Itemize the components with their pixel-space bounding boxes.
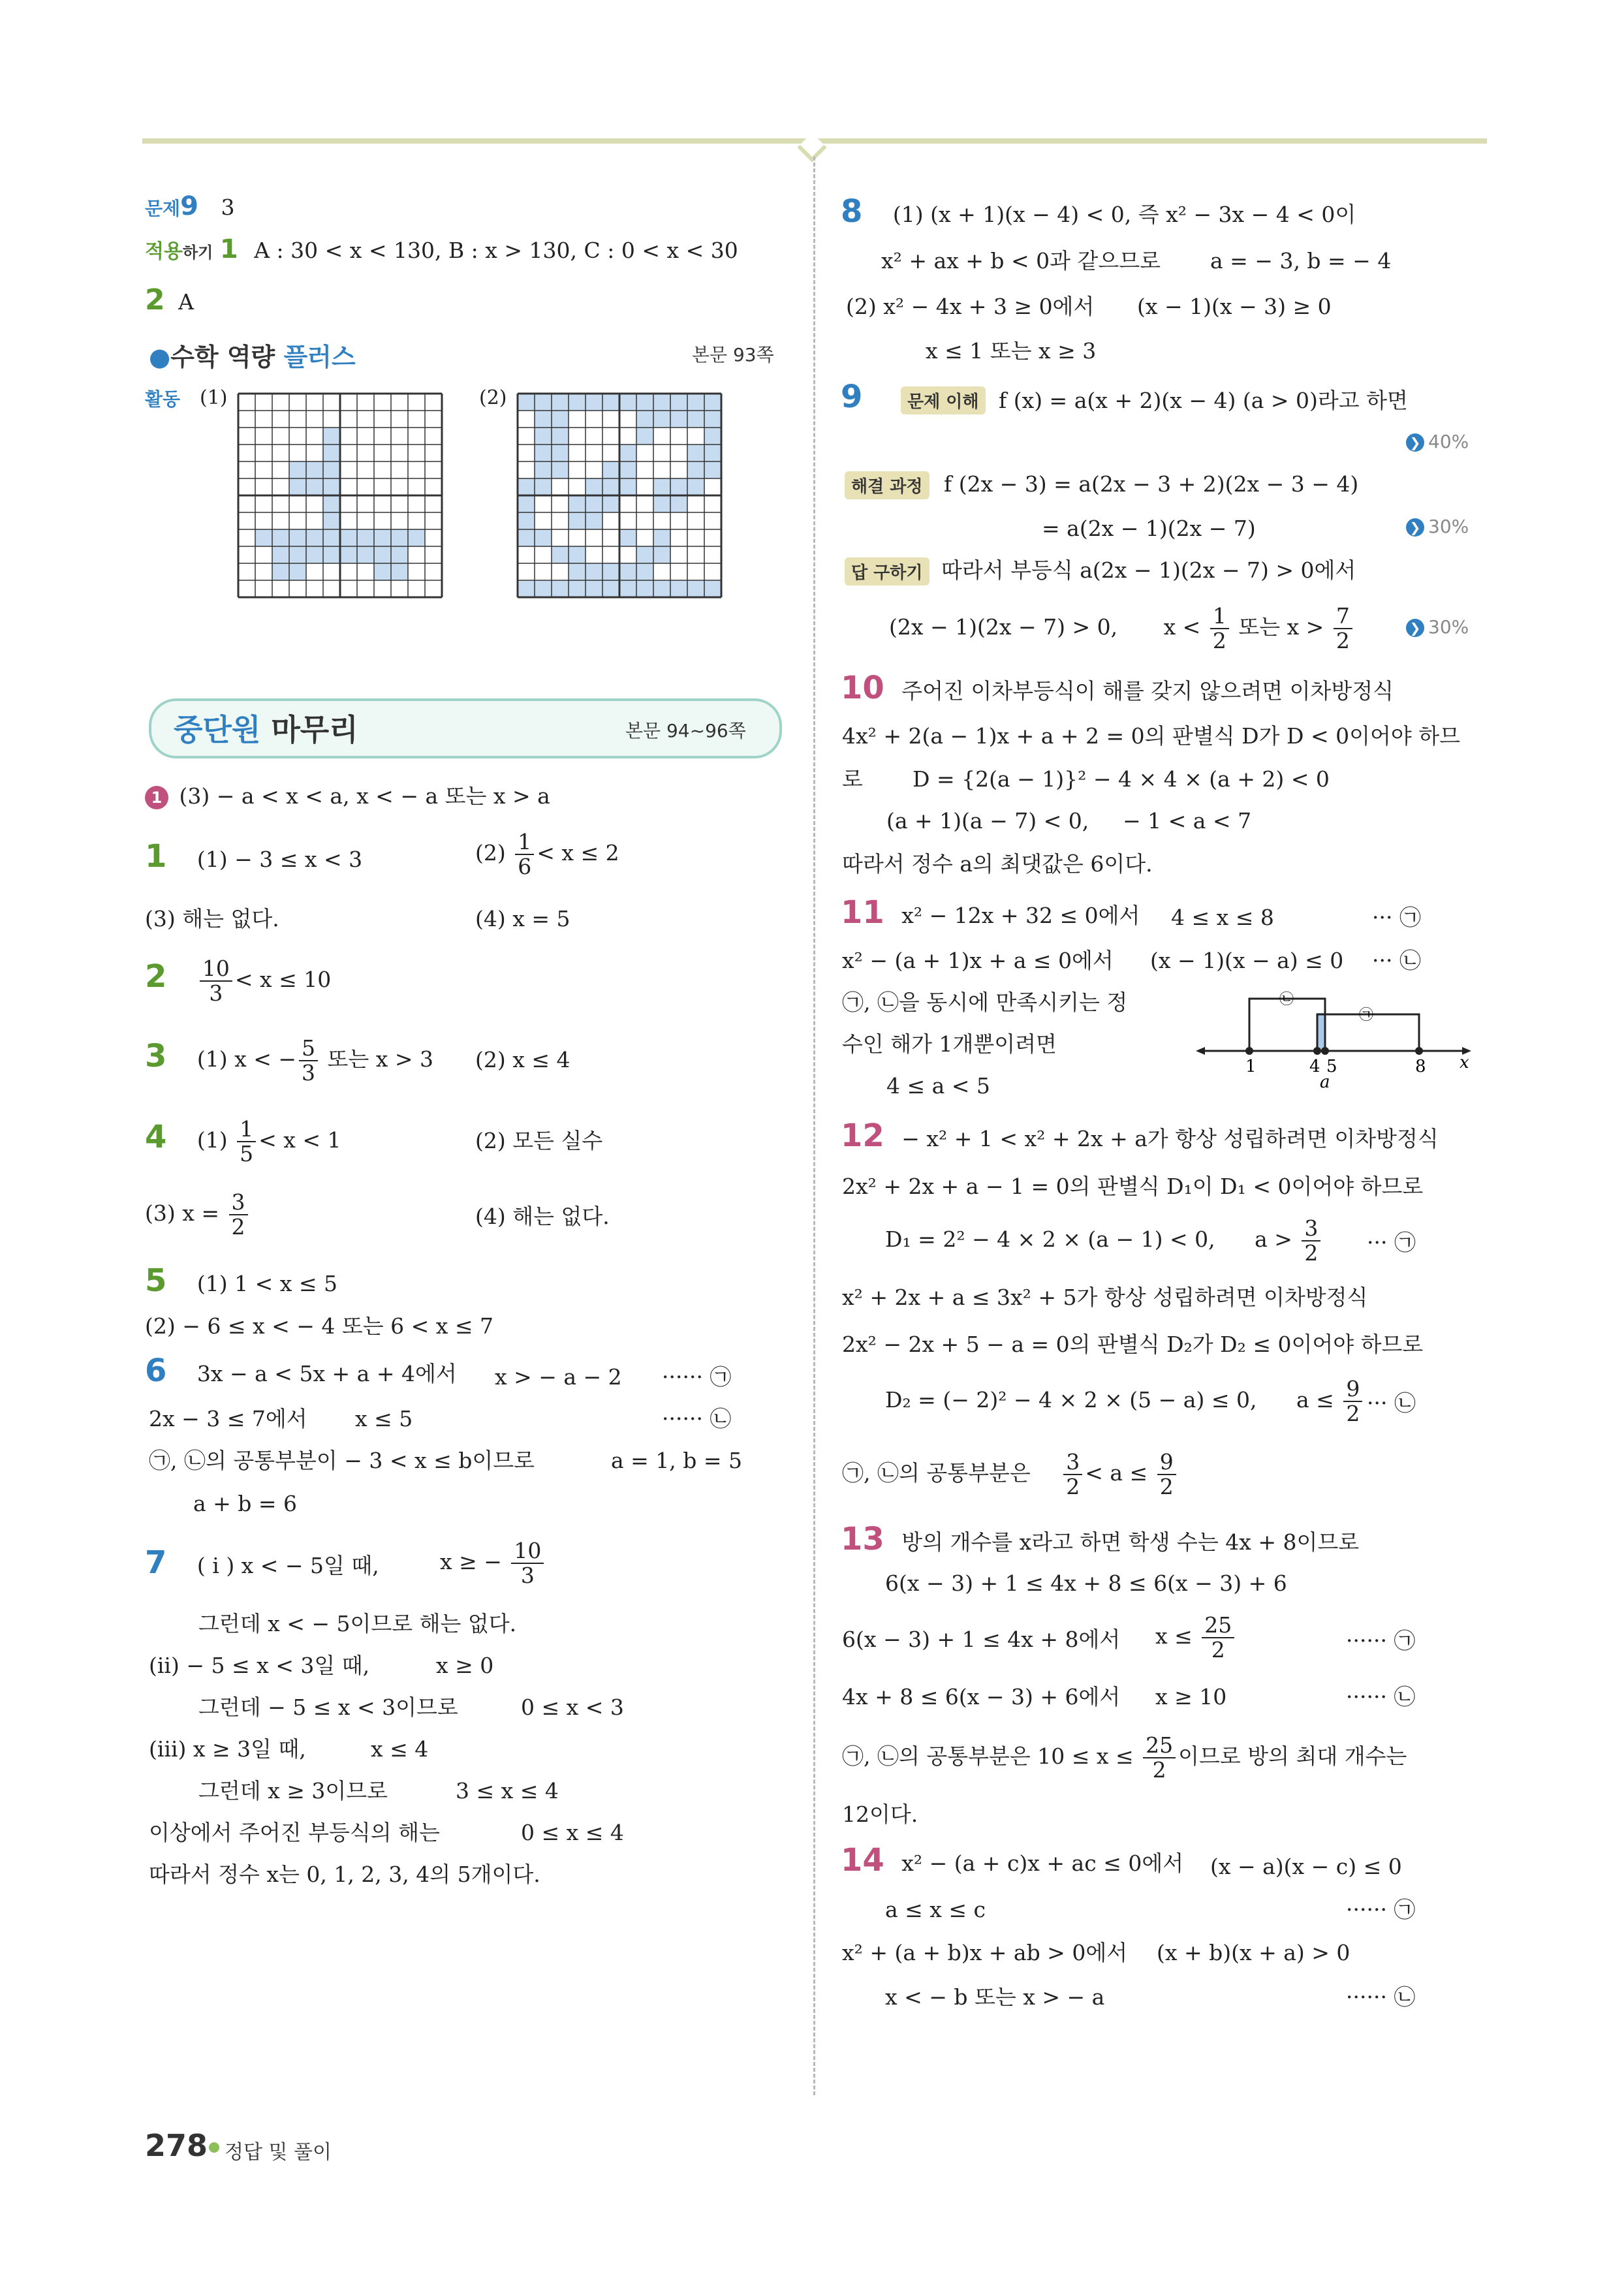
grid1-label: (1) — [200, 386, 228, 409]
grid-cell — [289, 563, 306, 580]
grid-cell — [535, 529, 552, 546]
grid-cell — [569, 563, 586, 580]
plus-title: ●수학 역량 플러스 — [149, 343, 356, 371]
grid-cell — [535, 445, 552, 461]
grid-cell — [653, 529, 670, 546]
a8-l3b: (x − 1)(x − 3) ≥ 0 — [1137, 294, 1332, 319]
tag-process: 해결 과정 — [845, 471, 929, 499]
grid-cell — [289, 546, 306, 563]
grid-cell — [391, 546, 408, 563]
grid-cell — [569, 512, 586, 529]
grid-cell — [653, 411, 670, 428]
grid-cell — [569, 495, 586, 512]
grid-cell — [535, 478, 552, 495]
a12-l6: D₂ = (− 2)² − 4 × 2 × (5 − a) ≤ 0, a ≤ $\frac{9}{2}$ — [885, 1377, 1365, 1426]
footer-title: 정답 및 풀이 — [225, 2141, 332, 2164]
a9-l2: f (2x − 3) = a(2x − 3 + 2)(2x − 3 − 4) — [944, 471, 1359, 497]
a4-part3: (3) x = $\frac{3}{2}$ — [145, 1191, 251, 1239]
grid-cell — [552, 580, 569, 597]
a10-l5: 따라서 정수 a의 최댓값은 6이다. — [842, 851, 1153, 877]
grid-cell — [602, 563, 619, 580]
a4-line: 4 (1) $\frac{1}{5}$ < x < 1 — [145, 1116, 341, 1166]
grid-cell — [687, 478, 704, 495]
grid-cell — [272, 546, 289, 563]
grid-cell — [636, 563, 653, 580]
grid-cell — [272, 529, 289, 546]
grid-cell — [340, 546, 357, 563]
grid-cell — [374, 546, 391, 563]
grid-cell — [518, 478, 535, 495]
grid-cell — [687, 580, 704, 597]
a9-l3: = a(2x − 1)(2x − 7) — [1042, 516, 1256, 541]
grid-cell — [272, 563, 289, 580]
grid-cell — [704, 580, 721, 597]
pct-30b: ❯ 30% — [1406, 616, 1469, 638]
chevron-right-icon: ❯ — [1406, 619, 1424, 637]
a11-line1: 11 x² − 12x + 32 ≤ 0에서 — [841, 894, 1140, 931]
grid-cell — [357, 529, 374, 546]
a1-line1: 1 (1) − 3 ≤ x < 3 — [145, 838, 363, 875]
a6-l3b: a = 1, b = 5 — [611, 1448, 743, 1473]
grid-cell — [670, 394, 687, 411]
grid-cell — [391, 563, 408, 580]
tag-answer: 답 구하기 — [845, 557, 929, 585]
a11-l2c: ··· ㉡ — [1372, 948, 1421, 973]
tick-8: 8 — [1415, 1057, 1426, 1076]
a6-l2b: x ≤ 5 — [355, 1406, 413, 1431]
grid-cell — [670, 580, 687, 597]
grid-cell — [357, 546, 374, 563]
a14-l3a: x² + (a + b)x + ab > 0에서 — [842, 1940, 1128, 1965]
grid-cell — [602, 495, 619, 512]
a11-l4: 수인 해가 1개뿐이려면 — [842, 1031, 1057, 1057]
grid-cell — [586, 512, 602, 529]
grid-cell — [704, 394, 721, 411]
grid2-label: (2) — [479, 386, 507, 409]
column-divider — [813, 157, 815, 2095]
grid-cell — [535, 461, 552, 478]
a13-l3c: ······ ㉠ — [1346, 1628, 1416, 1653]
a5-line1: 5 (1) 1 < x ≤ 5 — [145, 1262, 338, 1299]
a10-l2: 4x² + 2(a − 1)x + a + 2 = 0의 판별식 D가 D < 0이어야 하므 — [842, 723, 1460, 749]
a8-l3a: (2) x² − 4x + 3 ≥ 0에서 — [846, 294, 1095, 319]
a1-part4: (4) x = 5 — [475, 906, 570, 931]
a13-l4c: ······ ㉡ — [1346, 1684, 1416, 1710]
a6-l4: a + b = 6 — [193, 1491, 298, 1516]
a7-l4b: 0 ≤ x < 3 — [521, 1694, 624, 1720]
a9-l5: (2x − 1)(2x − 7) > 0, x < $\frac{1}{2}$ 또는 x > $\frac{7}{2}$ — [889, 604, 1355, 653]
a3-line: 3 (1) x < − $\frac{5}{3}$ 또는 x > 3 — [145, 1035, 434, 1085]
grid-cell — [704, 411, 721, 428]
a5-line2: (2) − 6 ≤ x < − 4 또는 6 < x ≤ 7 — [145, 1313, 493, 1339]
grid-cell — [704, 461, 721, 478]
a13-line1: 13 방의 개수를 x라고 하면 학생 수는 4x + 8이므로 — [841, 1521, 1360, 1557]
grid-cell — [340, 529, 357, 546]
number-line — [1195, 984, 1475, 1089]
a12-l4: x² + 2x + a ≤ 3x² + 5가 항상 성립하려면 이차방정식 — [842, 1285, 1368, 1310]
axis-x-label: x — [1460, 1053, 1469, 1072]
grid-cell — [653, 495, 670, 512]
a7-l1b: x ≥ − $\frac{10}{3}$ — [440, 1539, 546, 1587]
a7-l7a: 이상에서 주어진 부등식의 해는 — [149, 1820, 440, 1845]
grid-cell — [535, 428, 552, 445]
grid-cell — [569, 546, 586, 563]
grid-cell — [323, 495, 340, 512]
a6-l1c: ······ ㉠ — [662, 1364, 732, 1390]
point-4 — [1313, 1047, 1321, 1055]
a13-l6: 12이다. — [842, 1802, 918, 1827]
top-notch — [797, 133, 826, 162]
point-1 — [1245, 1047, 1253, 1055]
plus-ref: 본문 93쪽 — [692, 344, 774, 366]
a14-l2b: ······ ㉠ — [1346, 1897, 1416, 1922]
grid-cell — [323, 512, 340, 529]
a6-l2c: ······ ㉡ — [662, 1406, 732, 1431]
a10-l3b: D = {2(a − 1)}² − 4 × 4 × (a + 2) < 0 — [913, 766, 1330, 792]
a2-line: 2 $\frac{10}{3}$ < x ≤ 10 — [145, 956, 332, 1006]
a13-l3a: 6(x − 3) + 1 ≤ 4x + 8에서 — [842, 1627, 1121, 1652]
a7-l7b: 0 ≤ x ≤ 4 — [521, 1820, 624, 1845]
a12-l7: ㉠, ㉡의 공통부분은 $\frac{3}{2}$ < a ≤ $\frac{9}{2}$ — [842, 1450, 1179, 1499]
grid-cell — [586, 495, 602, 512]
grid-cell — [535, 580, 552, 597]
grid-cell — [323, 529, 340, 546]
a12-line1: 12 − x² + 1 < x² + 2x + a가 항상 성립하려면 이차방정식 — [841, 1117, 1439, 1154]
a14-line1: 14 x² − (a + c)x + ac ≤ 0에서 — [841, 1842, 1184, 1879]
grid-cell — [670, 495, 687, 512]
a12-l2: 2x² + 2x + a − 1 = 0의 판별식 D₁이 D₁ < 0이어야 하므로 — [842, 1174, 1424, 1199]
grid-cell — [586, 394, 602, 411]
a14-l1b: (x − a)(x − c) ≤ 0 — [1210, 1854, 1402, 1879]
grid-cell — [586, 580, 602, 597]
grid-cell — [687, 461, 704, 478]
a11-l2b: (x − 1)(x − a) ≤ 0 — [1150, 948, 1344, 973]
grid-cell — [586, 563, 602, 580]
a4-part4: (4) 해는 없다. — [475, 1204, 610, 1229]
grid-cell — [636, 411, 653, 428]
a9-l1: f (x) = a(x + 2)(x − 4) (a > 0)라고 하면 — [999, 388, 1408, 413]
a6-l2a: 2x − 3 ≤ 7에서 — [149, 1406, 307, 1431]
chevron-right-icon: ❯ — [1406, 518, 1424, 537]
tick-4: 4 — [1309, 1057, 1320, 1076]
a-label: a — [1320, 1072, 1330, 1089]
grid-cell — [535, 394, 552, 411]
chevron-right-icon: ❯ — [1406, 433, 1424, 452]
grid-cell — [602, 394, 619, 411]
a14-l2a: a ≤ x ≤ c — [885, 1897, 986, 1922]
grid-cell — [306, 478, 323, 495]
a7-l2: 그런데 x < − 5이므로 해는 없다. — [198, 1611, 517, 1636]
grid-cell — [518, 529, 535, 546]
pct-30a: ❯ 30% — [1406, 516, 1469, 537]
a13-l5: ㉠, ㉡의 공통부분은 10 ≤ x ≤ $\frac{25}{2}$ 이므로 방의 최대 개수는 — [842, 1732, 1407, 1783]
grid-cell — [636, 428, 653, 445]
grid-cell — [636, 394, 653, 411]
apply1-line: 적용하기 1 A : 30 < x < 130, B : x > 130, C : 0 < x < 30 — [145, 234, 738, 264]
section-title: 중단원 마무리 — [174, 712, 358, 747]
grid-cell — [408, 529, 425, 546]
label-b-circled: ㉡ — [1279, 991, 1294, 1008]
a9-l4: 따라서 부등식 a(2x − 1)(2x − 7) > 0에서 — [941, 557, 1356, 583]
a12-l3: D₁ = 2² − 4 × 2 × (a − 1) < 0, a > $\frac{3}{2}$ — [885, 1217, 1323, 1265]
grid-cell — [569, 394, 586, 411]
a7-line1: 7 ( i ) x < − 5일 때, — [145, 1544, 379, 1581]
activity-label: 활동 — [145, 388, 181, 410]
s0-line: 1 (3) − a < x < a, x < − a 또는 x > a — [145, 781, 550, 812]
a8-l2b: a = − 3, b = − 4 — [1210, 248, 1392, 273]
grid-cell — [323, 478, 340, 495]
grid-cell — [518, 394, 535, 411]
a6-line1: 6 3x − a < 5x + a + 4에서 — [145, 1352, 457, 1389]
grid-cell — [518, 512, 535, 529]
tick-1: 1 — [1245, 1057, 1257, 1076]
grid-cell — [602, 461, 619, 478]
grid-cell — [636, 580, 653, 597]
a1-part3: (3) 해는 없다. — [145, 906, 279, 931]
a12-l5: 2x² − 2x + 5 − a = 0의 판별식 D₂가 D₂ ≤ 0이어야 하므로 — [842, 1332, 1424, 1357]
grid-cell — [518, 495, 535, 512]
grid-cell — [535, 411, 552, 428]
a10-l3a: 로 — [842, 766, 863, 792]
a13-l3b: x ≤ $\frac{25}{2}$ — [1155, 1614, 1237, 1662]
a11-l2a: x² − (a + 1)x + a ≤ 0에서 — [842, 948, 1114, 973]
grid-cell — [306, 529, 323, 546]
a10-line1: 10 주어진 이차부등식이 해를 갖지 않으려면 이차방정식 — [841, 670, 1394, 706]
grid-cell — [653, 394, 670, 411]
tick-5: 5 — [1326, 1057, 1337, 1076]
a14-l3b: (x + b)(x + a) > 0 — [1157, 1940, 1351, 1965]
grid-cell — [687, 445, 704, 461]
grid-cell — [704, 445, 721, 461]
label-a-circled: ㉠ — [1359, 1007, 1374, 1023]
a11-l5: 4 ≤ a < 5 — [886, 1073, 990, 1099]
a6-l3a: ㉠, ㉡의 공통부분이 − 3 < x ≤ b이므로 — [149, 1448, 535, 1473]
grid-cell — [306, 461, 323, 478]
section-ref: 본문 94~96쪽 — [625, 720, 746, 742]
grid-cell — [323, 445, 340, 461]
grid-cell — [374, 529, 391, 546]
a7-l3b: x ≥ 0 — [436, 1653, 494, 1678]
a7-l3a: (ii) − 5 ≤ x < 3일 때, — [149, 1653, 370, 1678]
grid-cell — [619, 445, 636, 461]
grid-cell — [602, 580, 619, 597]
grid-cell — [653, 478, 670, 495]
grid-cell — [255, 529, 272, 546]
a12-l6c: ··· ㉡ — [1367, 1390, 1416, 1416]
grid-cell — [687, 411, 704, 428]
grid-cell — [552, 461, 569, 478]
grid-2 — [513, 389, 726, 602]
grid-cell — [687, 394, 704, 411]
grid-cell — [552, 394, 569, 411]
a7-l5b: x ≤ 4 — [371, 1736, 429, 1762]
a11-l1c: ··· ㉠ — [1372, 905, 1421, 930]
a3-part2: (2) x ≤ 4 — [475, 1047, 570, 1072]
grid-cell — [374, 563, 391, 580]
a6-l1b: x > − a − 2 — [495, 1364, 622, 1390]
pct-40: ❯ 40% — [1406, 431, 1469, 452]
apply2-line: 2 A — [145, 283, 194, 317]
a14-l4a: x < − b 또는 x > − a — [885, 1984, 1105, 2010]
grid-cell — [569, 580, 586, 597]
a8-l2a: x² + ax + b < 0과 같으므로 — [881, 248, 1161, 273]
grid-cell — [306, 546, 323, 563]
grid-1 — [234, 389, 446, 602]
a14-l4b: ······ ㉡ — [1346, 1984, 1416, 2010]
grid-cell — [653, 546, 670, 563]
a10-l4b: − 1 < a < 7 — [1123, 808, 1252, 834]
a7-l6b: 3 ≤ x ≤ 4 — [456, 1778, 559, 1803]
grid-cell — [552, 445, 569, 461]
grid-cell — [619, 394, 636, 411]
a13-l2: 6(x − 3) + 1 ≤ 4x + 8 ≤ 6(x − 3) + 6 — [885, 1570, 1287, 1596]
grid-cell — [552, 411, 569, 428]
grid-cell — [289, 478, 306, 495]
a8-l4: x ≤ 1 또는 x ≥ 3 — [926, 338, 1097, 364]
grid-cell — [323, 461, 340, 478]
grid-cell — [619, 529, 636, 546]
grid-cell — [323, 428, 340, 445]
grid-cell — [636, 546, 653, 563]
grid-cell — [586, 478, 602, 495]
a11-l1b: 4 ≤ x ≤ 8 — [1171, 905, 1274, 930]
a12-l3c: ··· ㉠ — [1367, 1230, 1416, 1255]
grid-cell — [619, 580, 636, 597]
tag-understand: 문제 이해 — [901, 386, 986, 414]
a1-part2: (2) $\frac{1}{6}$ < x ≤ 2 — [475, 829, 619, 879]
grid-cell — [619, 461, 636, 478]
grid-cell — [518, 580, 535, 597]
point-a — [1321, 1047, 1329, 1055]
a11-l3: ㉠, ㉡을 동시에 만족시키는 정 — [842, 990, 1128, 1015]
a10-l4a: (a + 1)(a − 7) < 0, — [886, 808, 1089, 834]
grid-cell — [653, 580, 670, 597]
a13-l4a: 4x + 8 ≤ 6(x − 3) + 6에서 — [842, 1684, 1121, 1710]
a7-l4a: 그런데 − 5 ≤ x < 3이므로 — [198, 1694, 458, 1720]
grid-cell — [670, 478, 687, 495]
a7-l5a: (iii) x ≥ 3일 때, — [149, 1736, 306, 1762]
point-8 — [1415, 1047, 1423, 1055]
grid-cell — [602, 478, 619, 495]
a4-part2: (2) 모든 실수 — [475, 1128, 603, 1153]
overlap-highlight — [1317, 1013, 1325, 1051]
grid-cell — [619, 563, 636, 580]
grid-cell — [289, 529, 306, 546]
a7-l8: 따라서 정수 x는 0, 1, 2, 3, 4의 5개이다. — [149, 1862, 540, 1887]
q9-line: 문제9 3 — [145, 191, 235, 221]
a8-line1: 8 (1) (x + 1)(x − 4) < 0, 즉 x² − 3x − 4 < 0이 — [841, 193, 1356, 230]
grid-cell — [391, 529, 408, 546]
grid-cell — [323, 546, 340, 563]
arrow-left-icon — [1196, 1047, 1205, 1055]
grid-cell — [289, 461, 306, 478]
grid-cell — [619, 478, 636, 495]
a13-l4b: x ≥ 10 — [1155, 1684, 1227, 1710]
a7-l6a: 그런데 x ≥ 3이므로 — [198, 1778, 388, 1803]
grid-cell — [670, 411, 687, 428]
footer-dot-icon — [209, 2142, 219, 2153]
page-number: 278 — [145, 2128, 208, 2163]
grid-cell — [552, 546, 569, 563]
grid-cell — [552, 428, 569, 445]
grid-cell — [704, 428, 721, 445]
a9-line1: 9 — [841, 379, 863, 415]
